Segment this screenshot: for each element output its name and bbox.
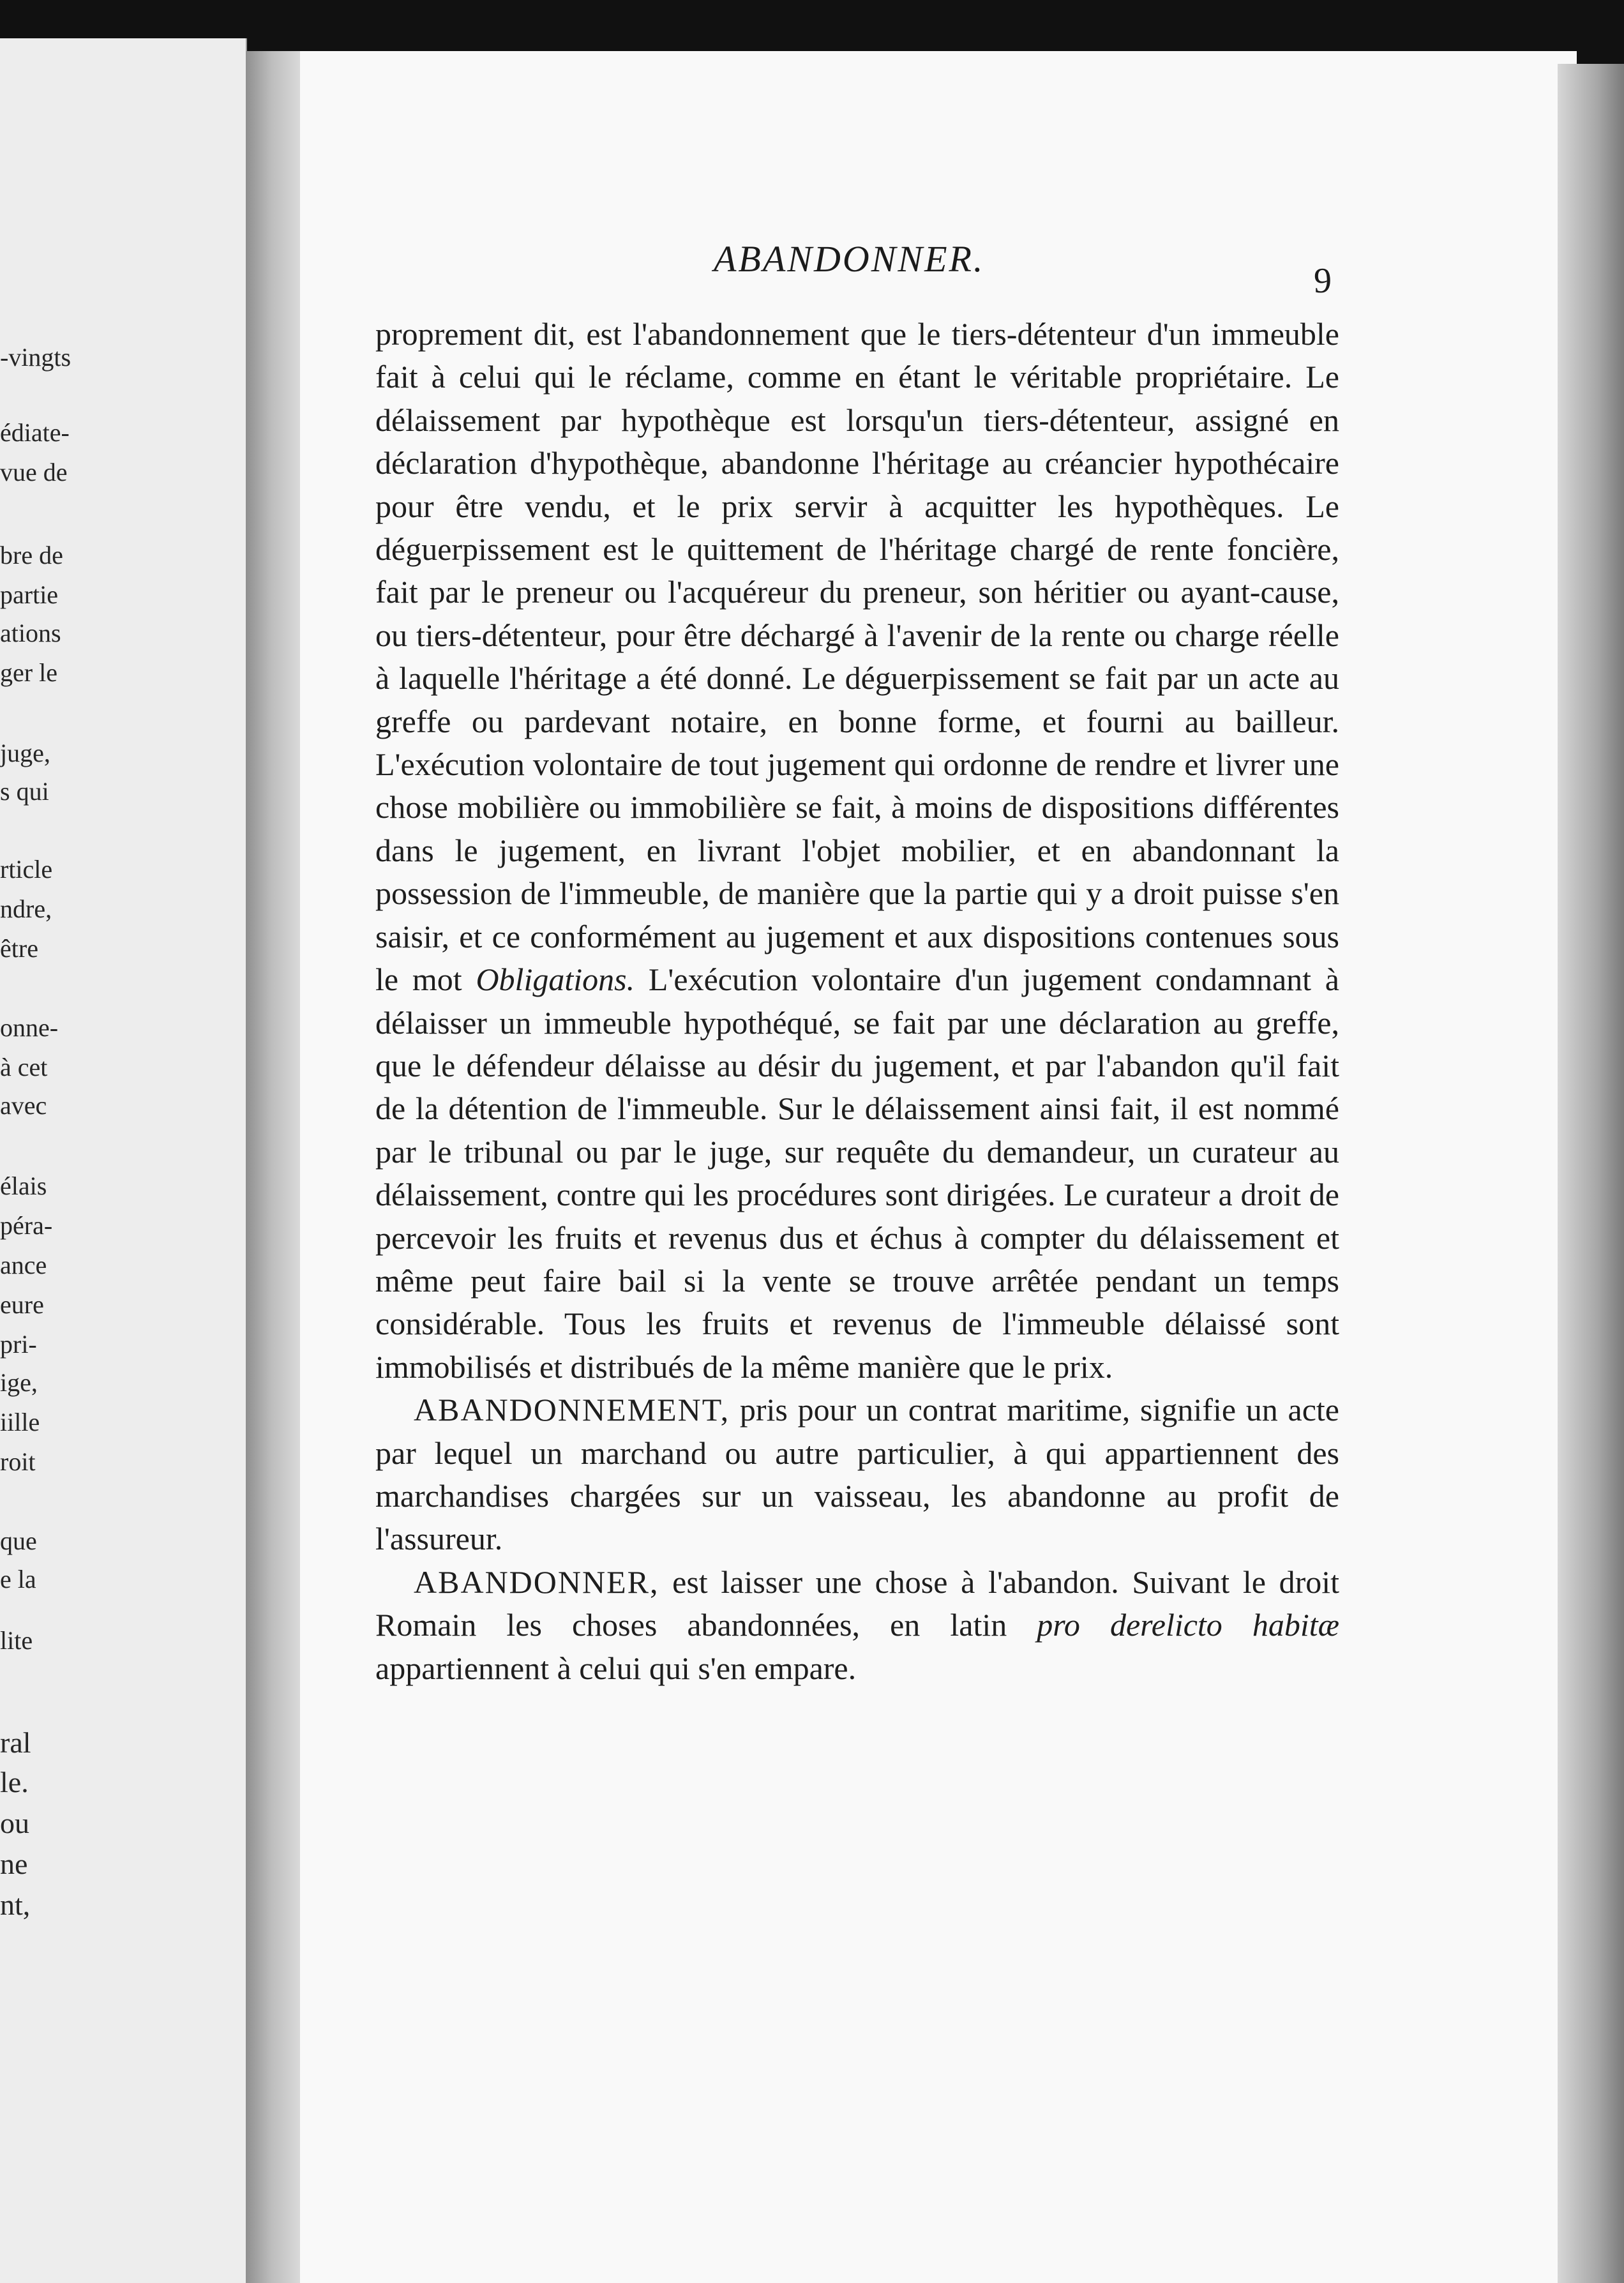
text-fragment: ance	[0, 1251, 47, 1279]
paragraph	[375, 1389, 1339, 1561]
text-fragment: eure	[0, 1290, 44, 1319]
text-fragment: ndre,	[0, 894, 52, 923]
paragraph	[375, 1561, 1339, 1690]
text-fragment: que	[0, 1526, 37, 1555]
paragraph-text: proprement dit, est l'abandonnement que le tiers-détenteur d'un immeuble fait à celui qui le réclame, comme en étant le véritable propriétaire. Le délaissement par hypothèque est lorsqu'un tiers-détenteur, assigné en déclaration d'hypothèque, abandonne l'héritage au créancier hypothécaire pour être vendu, et le prix servir à acquitter les hypothèques. Le déguerpissement est le quittement de l'héritage chargé de rente foncière, fait par le preneur ou l'acquéreur du preneur, son héritier ou ayant-cause, ou tiers-détenteur, pour être déchargé à l'avenir de la rente ou charge réelle à laquelle l'héritage a été donné. Le déguerpissement se fait par un acte au greffe ou pardevant notaire, en bonne forme, et fourni au bailleur. L'exécution volontaire de tout jugement qui ordonne de rendre et livrer une chose mobilière ou immobilière se fait, à moins de dispositions différentes dans le jugement, en livrant l'objet mobilier, et en abandonnant la possession de l'immeuble, de manière que la partie qui y a droit puisse s'en saisir, et ce conformément au jugement et aux dispositions contenues sous le mot	[375, 316, 1339, 998]
text-fragment: élais	[0, 1172, 47, 1200]
paragraph-text: L'exécution volontaire d'un jugement condamnant à délaisser un immeuble hypothéqué, se fait par une déclaration au greffe, que le défendeur délaisse au désir du jugement, et par l'abandon qu'il fait de la détention de l'immeuble. Sur le délaissement ainsi fait, il est nommé par le tribunal ou par le juge, sur requête du demandeur, un curateur au délaissement, contre qui les procédures sont dirigées. Le curateur a droit de percevoir les fruits et revenus dus et échus à compter du délaissement et même peut faire bail si la vente se trouve arrêtée pendant un temps considérable. Tous les fruits et revenus de l'immeuble délaissé sont immobilisés et distribués de la même manière que le prix.	[375, 961, 1339, 1385]
italic-term: Obligations.	[476, 961, 635, 998]
page-number: 9	[1314, 261, 1332, 301]
paragraph-text: est laisser une chose à l'abandon. Suivant le droit Romain les choses abandonnées, en latin	[375, 1563, 1339, 1643]
text-fragment: partie	[0, 580, 59, 609]
text-fragment: s qui	[0, 777, 49, 806]
text-fragment: ations	[0, 619, 61, 647]
text-fragment: lite	[0, 1626, 33, 1655]
text-fragment: le.	[0, 1766, 29, 1798]
text-fragment: avec	[0, 1091, 47, 1120]
paragraph-text: pris pour un contrat maritime, signifie un acte par lequel un marchand ou autre particulier, à qui appartiennent des marchandises chargées sur un vaisseau, les abandonne au profit de l'assureur.	[375, 1392, 1339, 1557]
text-fragment: ral	[0, 1726, 31, 1759]
paragraph	[375, 313, 1339, 1389]
running-head: ABANDONNER.	[714, 238, 985, 280]
text-fragment: roit	[0, 1447, 36, 1476]
text-fragment: nt,	[0, 1888, 31, 1921]
text-fragment: ige,	[0, 1368, 38, 1397]
text-fragment: iille	[0, 1408, 40, 1436]
text-fragment: à cet	[0, 1053, 48, 1081]
text-fragment: péra-	[0, 1211, 53, 1240]
text-fragment: ne	[0, 1848, 28, 1880]
text-fragment: édiate-	[0, 418, 70, 447]
text-fragment: pri-	[0, 1330, 37, 1359]
text-fragment: ou	[0, 1807, 29, 1839]
text-fragment: ger le	[0, 658, 57, 687]
text-fragment: vue de	[0, 458, 68, 486]
page-edge-shadow	[1558, 64, 1624, 2283]
entry-headword: ABANDONNEMENT,	[414, 1392, 730, 1428]
text-fragment: -vingts	[0, 343, 71, 372]
entry-headword: ABANDONNER,	[414, 1563, 659, 1600]
text-fragment: être	[0, 934, 38, 963]
page-body-text	[375, 313, 1339, 1690]
text-fragment: juge,	[0, 739, 50, 767]
paragraph-text: appartiennent à celui qui s'en empare.	[375, 1650, 857, 1686]
italic-term: pro derelicto habitæ	[1037, 1607, 1339, 1643]
text-fragment: rticle	[0, 855, 53, 884]
text-fragment: onne-	[0, 1013, 59, 1042]
left-page	[0, 38, 247, 2283]
text-fragment: e la	[0, 1565, 36, 1594]
text-fragment: bre de	[0, 541, 63, 569]
